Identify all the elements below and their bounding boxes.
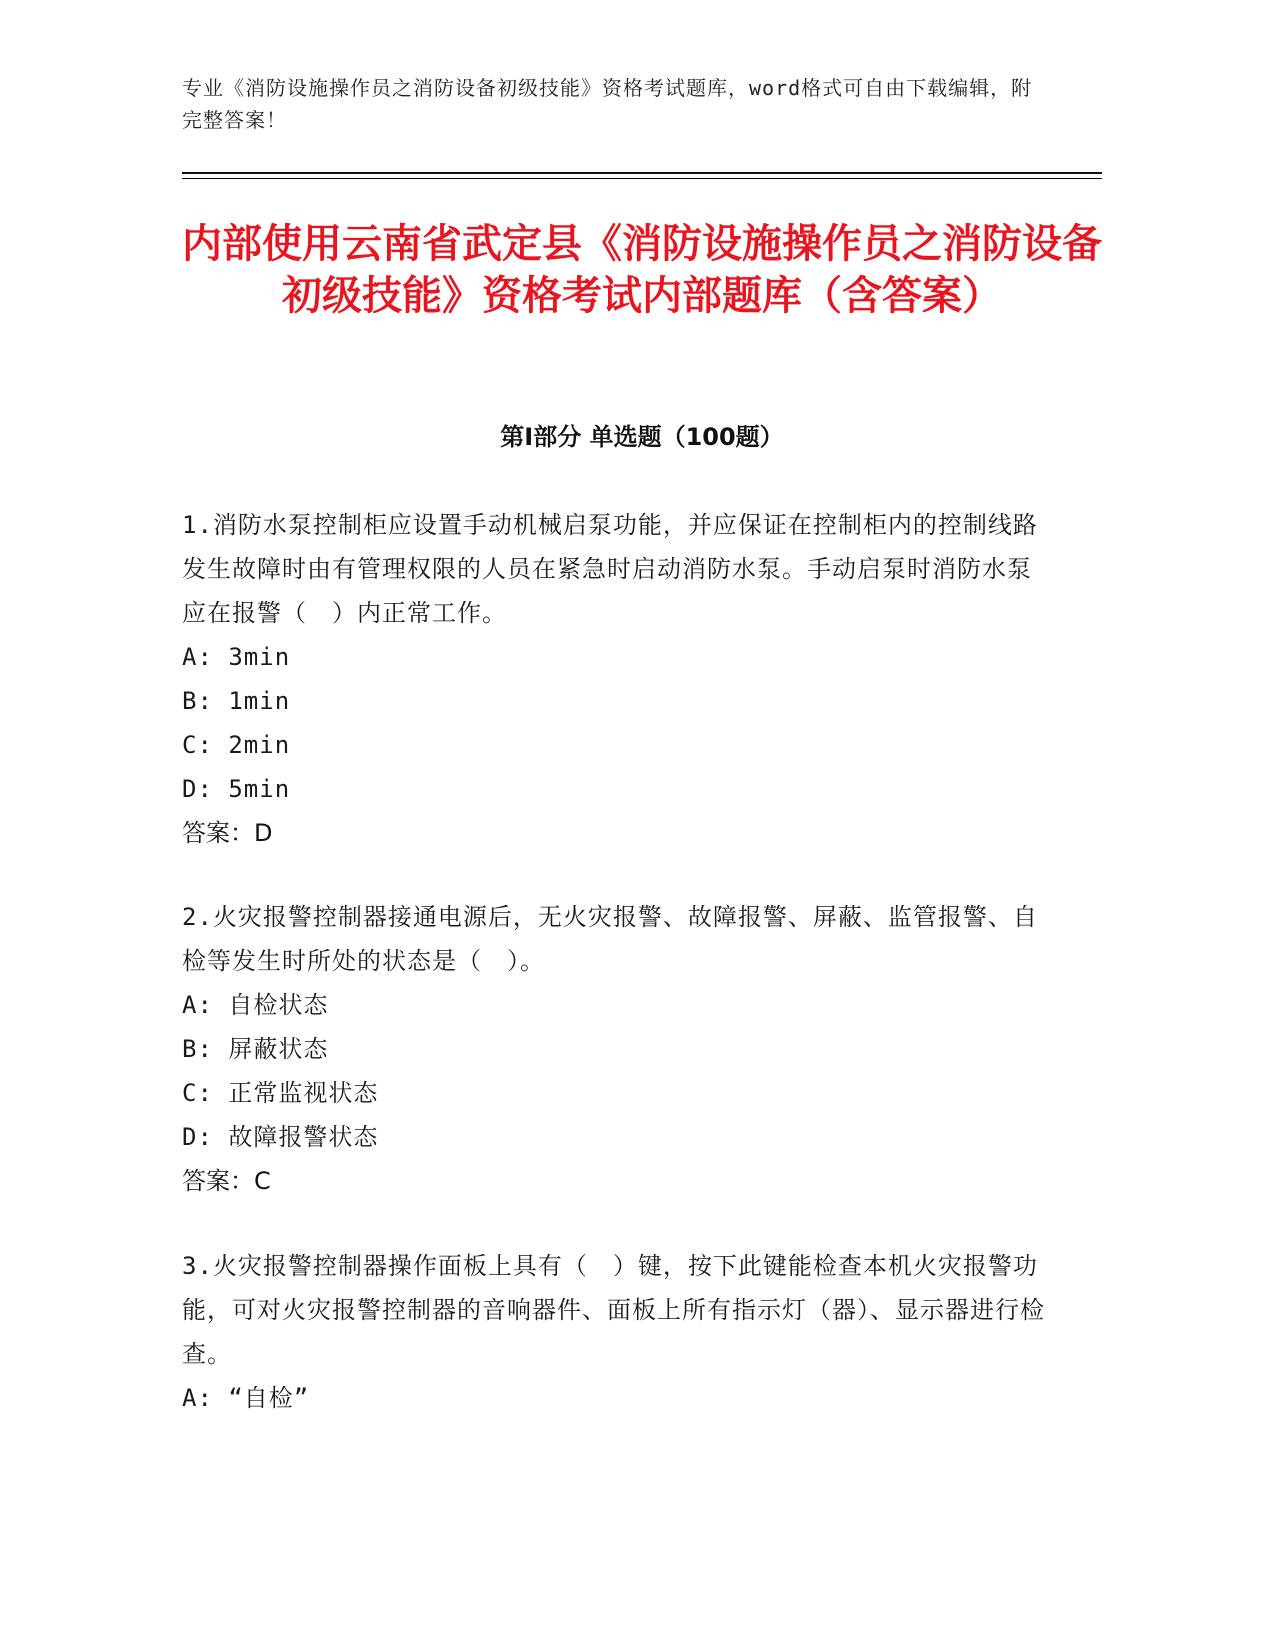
question-stem: 3.火灾报警控制器操作面板上具有（ ）键，按下此键能检查本机火灾报警功能，可对火灾报警控制器的音响器件、面板上所有指示灯（器）、显示器进行检查。 (182, 1252, 1045, 1368)
document-title: 内部使用云南省武定县《消防设施操作员之消防设备初级技能》资格考试内部题库（含答案） (182, 221, 1102, 319)
answer-line: 答案：D (182, 819, 273, 847)
option-a: A: 3min (182, 643, 291, 671)
question-item (182, 1244, 1052, 1420)
option-a: A: “自检” (182, 1384, 310, 1412)
option-c: C: 2min (182, 731, 291, 759)
option-b: B: 屏蔽状态 (182, 1035, 329, 1063)
answer-line: 答案：C (182, 1167, 271, 1195)
header-note: 专业《消防设施操作员之消防设备初级技能》资格考试题库，word格式可自由下载编辑，附完整答案！ (182, 76, 1033, 132)
section-heading: 第Ⅰ部分 单选题（100题） (500, 423, 784, 451)
question-item (182, 503, 1052, 855)
option-d: D: 故障报警状态 (182, 1123, 379, 1151)
option-c: C: 正常监视状态 (182, 1079, 379, 1107)
option-d: D: 5min (182, 775, 291, 803)
question-item (182, 895, 1052, 1203)
option-b: B: 1min (182, 687, 291, 715)
option-a: A: 自检状态 (182, 991, 329, 1019)
question-stem: 2.火灾报警控制器接通电源后，无火灾报警、故障报警、屏蔽、监管报警、自检等发生时所处的状态是（ ）。 (182, 903, 1038, 975)
question-stem: 1.消防水泵控制柜应设置手动机械启泵功能，并应保证在控制柜内的控制线路发生故障时由有管理权限的人员在紧急时启动消防水泵。手动启泵时消防水泵应在报警（ ）内正常工作。 (182, 511, 1038, 627)
header-divider-thin (182, 178, 1102, 179)
header-divider-thick (182, 172, 1102, 174)
